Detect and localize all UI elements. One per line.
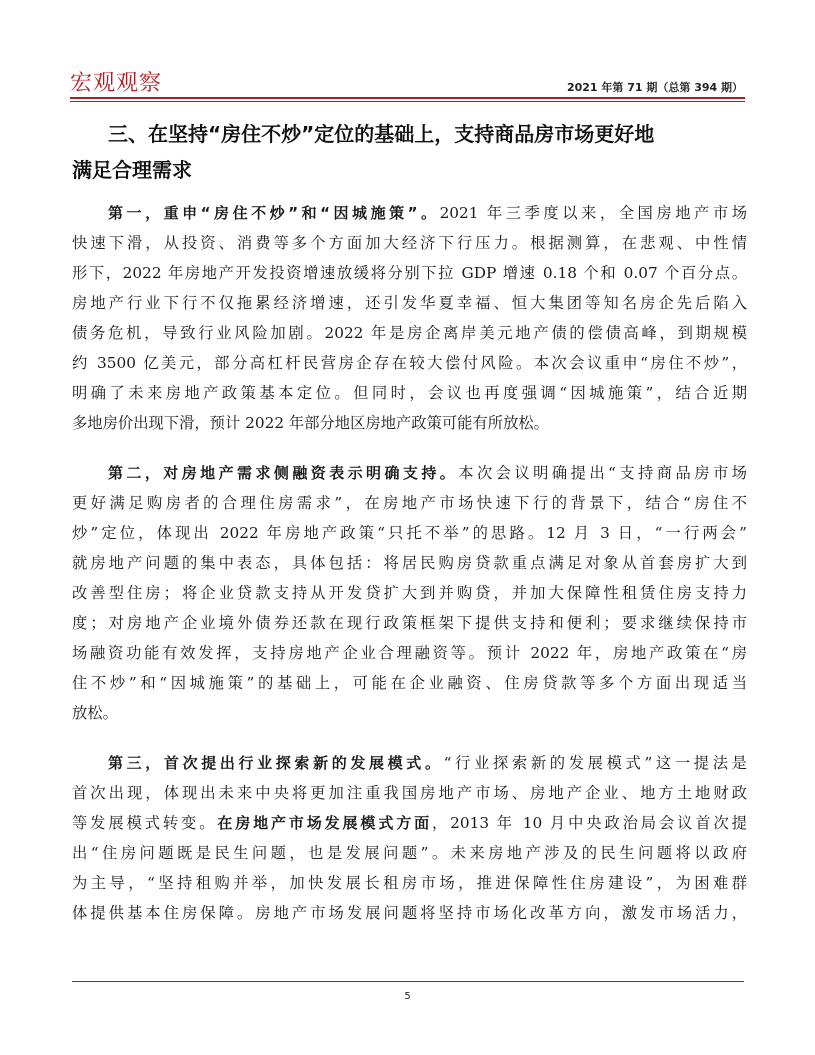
header-rule: [70, 97, 745, 99]
section-title: [72, 116, 747, 188]
paragraph-2-line: 更好满足购房者的合理住房需求”，在房地产市场快速下行的背景下，结合“房住不: [72, 494, 747, 512]
page-number: 5: [404, 991, 411, 1002]
issue-number: 2021 年第 71 期（总第 394 期）: [566, 81, 743, 94]
paragraph-3-line: 出“住房问题既是民生问题，也是发展问题”。未来房地产涉及的民生问题将以政府: [72, 844, 747, 862]
paragraph-2: [72, 458, 747, 728]
paragraph-3-lead: 第三，首次提出行业探索新的发展模式。: [108, 754, 444, 772]
publication-brand: 宏观观察: [70, 71, 163, 96]
paragraph-1-line: 快速下滑，从投资、消费等多个方面加大经济下行压力。根据测算，在悲观、中性情: [72, 234, 747, 252]
paragraph-1-line: 房地产行业下行不仅拖累经济增速，还引发华夏幸福、恒大集团等知名房企先后陷入: [72, 294, 747, 312]
paragraph-3-line: 等发展模式转变。: [72, 814, 218, 832]
paragraph-2-lead: 第二，对房地产需求侧融资表示明确支持。: [108, 464, 459, 482]
paragraph-3-line: “行业探索新的发展模式”这一提法是: [443, 754, 747, 772]
paragraph-2-line: 住不炒”和“因城施策”的基础上，可能在企业融资、住房贷款等多个方面出现适当: [72, 674, 747, 692]
paragraph-2-line: 改善型住房；将企业贷款支持从开发贷扩大到并购贷，并加大保障性租赁住房支持力: [72, 584, 747, 602]
paragraph-2-line: 场融资功能有效发挥，支持房地产企业合理融资等。预计 2022 年，房地产政策在“房: [72, 644, 747, 662]
paragraph-1-line: 多地房价出现下滑，预计 2022 年部分地区房地产政策可能有所放松。: [72, 414, 549, 432]
paragraph-2-line: 放松。: [72, 704, 118, 722]
paragraph-3: [72, 748, 747, 928]
paragraph-3-line: ，2013 年 10 月中央政治局会议首次提: [431, 814, 747, 832]
paragraph-1-line: 债务危机，导致行业风险加剧。2022 年是房企离岸美元地产债的偿债高峰，到期规模: [72, 324, 747, 342]
paragraph-2-line: 度；对房地产企业境外债券还款在现行政策框架下提供支持和便利；要求继续保持市: [72, 614, 747, 632]
paragraph-2-line: 炒”定位，体现出 2022 年房地产政策“只托不举”的思路。12 月 3 日，“一行两会”: [72, 524, 747, 542]
paragraph-3-line: 体提供基本住房保障。房地产市场发展问题将坚持市场化改革方向，激发市场活力，: [72, 904, 747, 922]
paragraph-1-line: 明确了未来房地产政策基本定位。但同时，会议也再度强调“因城施策”，结合近期: [72, 384, 747, 402]
section-title-line-1: 三、在坚持“房住不炒”定位的基础上，支持商品房市场更好地: [108, 122, 655, 146]
page-header: [70, 66, 745, 100]
paragraph-3-line: 首次出现，体现出未来中央将更加注重我国房地产市场、房地产企业、地方土地财政: [72, 784, 747, 802]
paragraph-1-line: 形下，2022 年房地产开发投资增速放缓将分别下拉 GDP 增速 0.18 个和 0.07 个百分点。: [72, 264, 747, 282]
paragraph-1-line: 约 3500 亿美元，部分高杠杆民营房企存在较大偿付风险。本次会议重申“房住不炒”，: [72, 354, 747, 372]
section-title-line-2: 满足合理需求: [72, 158, 192, 182]
paragraph-2-line: 本次会议明确提出“支持商品房市场: [458, 464, 747, 482]
footer-rule: [72, 981, 744, 982]
header-rule-thin: [70, 101, 745, 102]
paragraph-3-inline-bold: 在房地产市场发展模式方面: [217, 814, 432, 832]
paragraph-3-line: 为主导，“坚持租购并举，加快发展长租房市场，推进保障性住房建设”，为困难群: [72, 874, 747, 892]
paragraph-1-lead: 第一，重申“房住不炒”和“因城施策”。: [108, 204, 440, 222]
paragraph-1-line: 2021 年三季度以来，全国房地产市场: [439, 204, 747, 222]
paragraph-2-line: 就房地产问题的集中表态，具体包括：将居民购房贷款重点满足对象从首套房扩大到: [72, 554, 747, 572]
paragraph-1: [72, 198, 747, 438]
